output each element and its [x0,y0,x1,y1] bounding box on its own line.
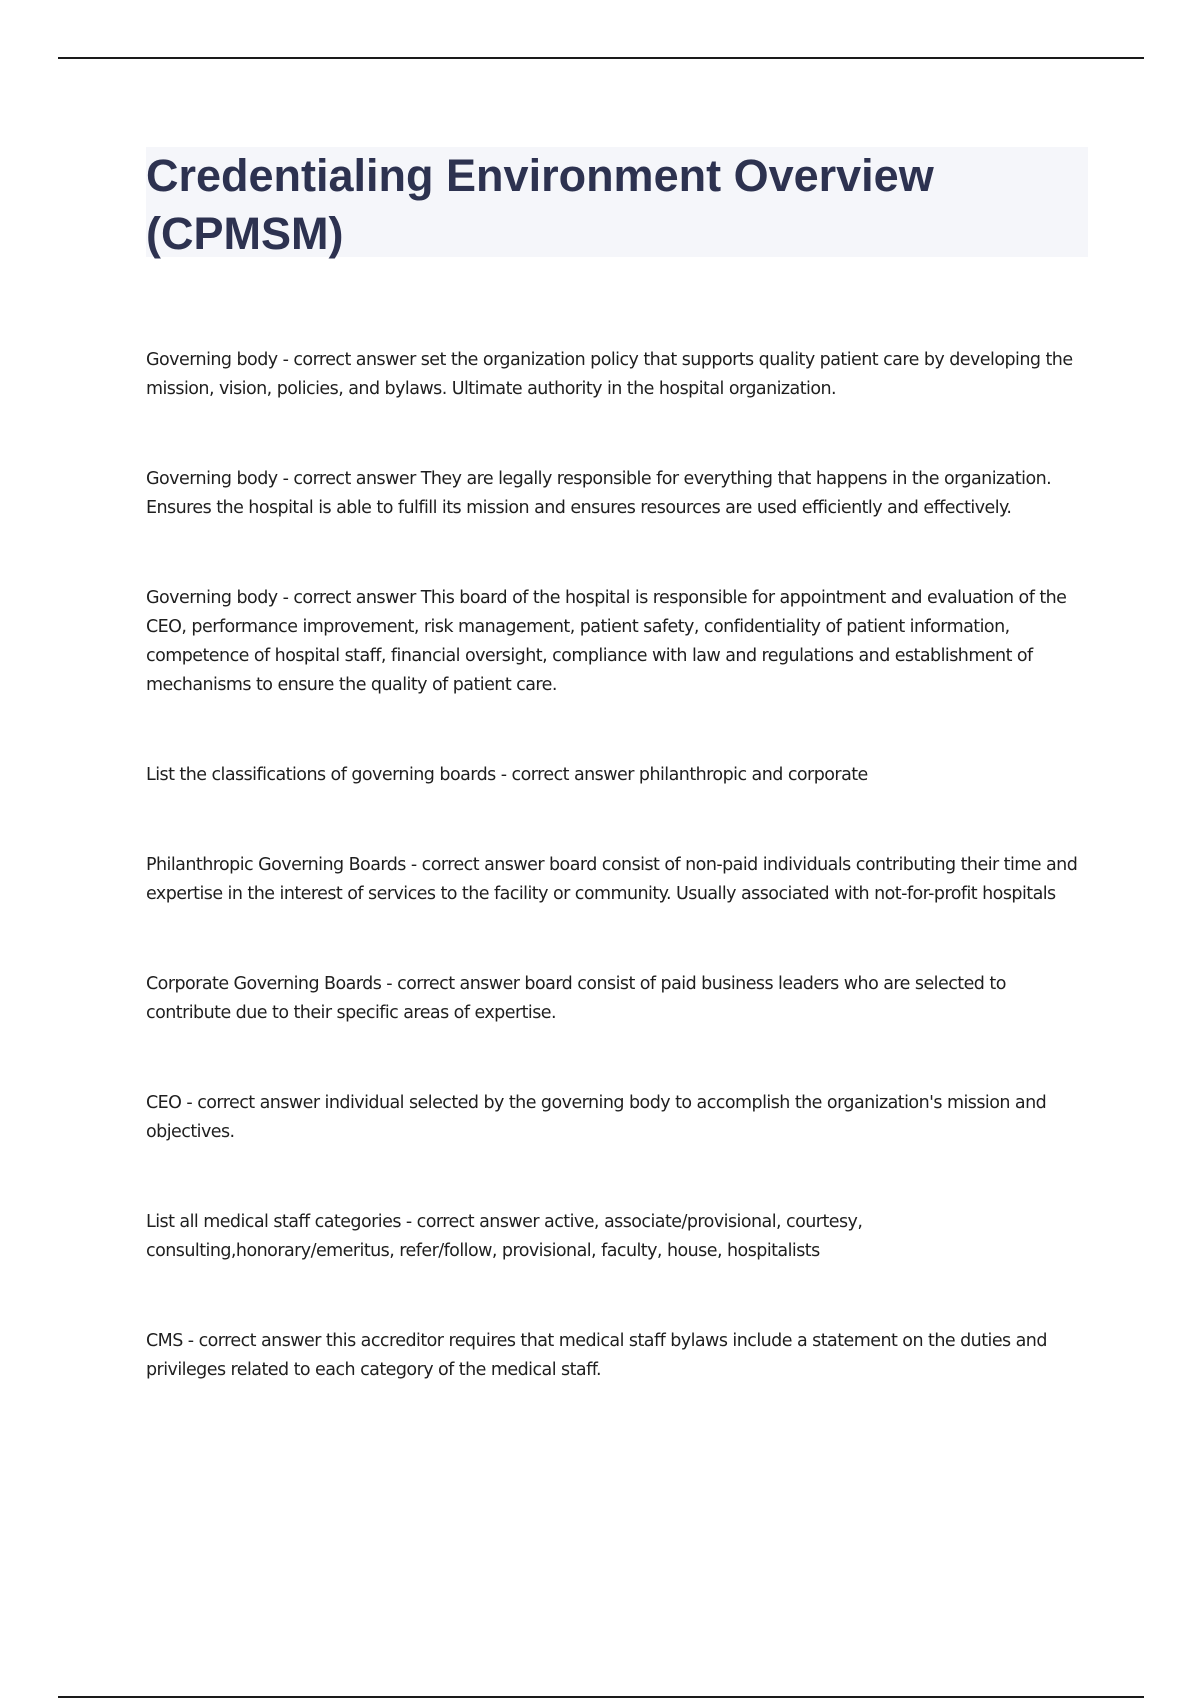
top-divider [58,57,1144,59]
qa-entry: List the classifications of governing boards - correct answer philanthropic and corporate [146,765,868,785]
qa-entry: Corporate Governing Boards - correct answer board consist of paid business leaders who are selected to contribute due to their specific areas of expertise. [146,974,1006,1023]
qa-entry: List all medical staff categories - correct answer active, associate/provisional, courtesy, consulting,honorary/emeritus, refer/follow, provisional, faculty, house, hospitalists [146,1212,863,1261]
qa-entry: Governing body - correct answer set the organization policy that supports quality patient care by developing the mission, vision, policies, and bylaws. Ultimate authority in the hospital organization. [146,350,1073,399]
bottom-divider [58,1696,1144,1698]
qa-entry: CMS - correct answer this accreditor requires that medical staff bylaws include a statement on the duties and privileges related to each category of the medical staff. [146,1331,1047,1380]
qa-entry: Philanthropic Governing Boards - correct answer board consist of non-paid individuals contributing their time and expertise in the interest of services to the facility or community. Usually associated with not-for-profit hospitals [146,855,1078,904]
title-banner [146,147,1088,257]
qa-entry: Governing body - correct answer This board of the hospital is responsible for appointment and evaluation of the CEO, performance improvement, risk management, patient safety, confidentiality of patient information, competence of hospital staff, financial oversight, compliance with law and regulations and establishment of mechanisms to ensure the quality of patient care. [146,588,1067,695]
qa-entry: Governing body - correct answer They are legally responsible for everything that happens in the organization. Ensures the hospital is able to fulfill its mission and ensures resources are used efficiently and effectively. [146,469,1052,518]
qa-entry: CEO - correct answer individual selected by the governing body to accomplish the organization's mission and objectives. [146,1093,1047,1142]
page-title: Credentialing Environment Overview (CPMSM) [146,150,934,259]
qa-list [146,346,1092,1446]
